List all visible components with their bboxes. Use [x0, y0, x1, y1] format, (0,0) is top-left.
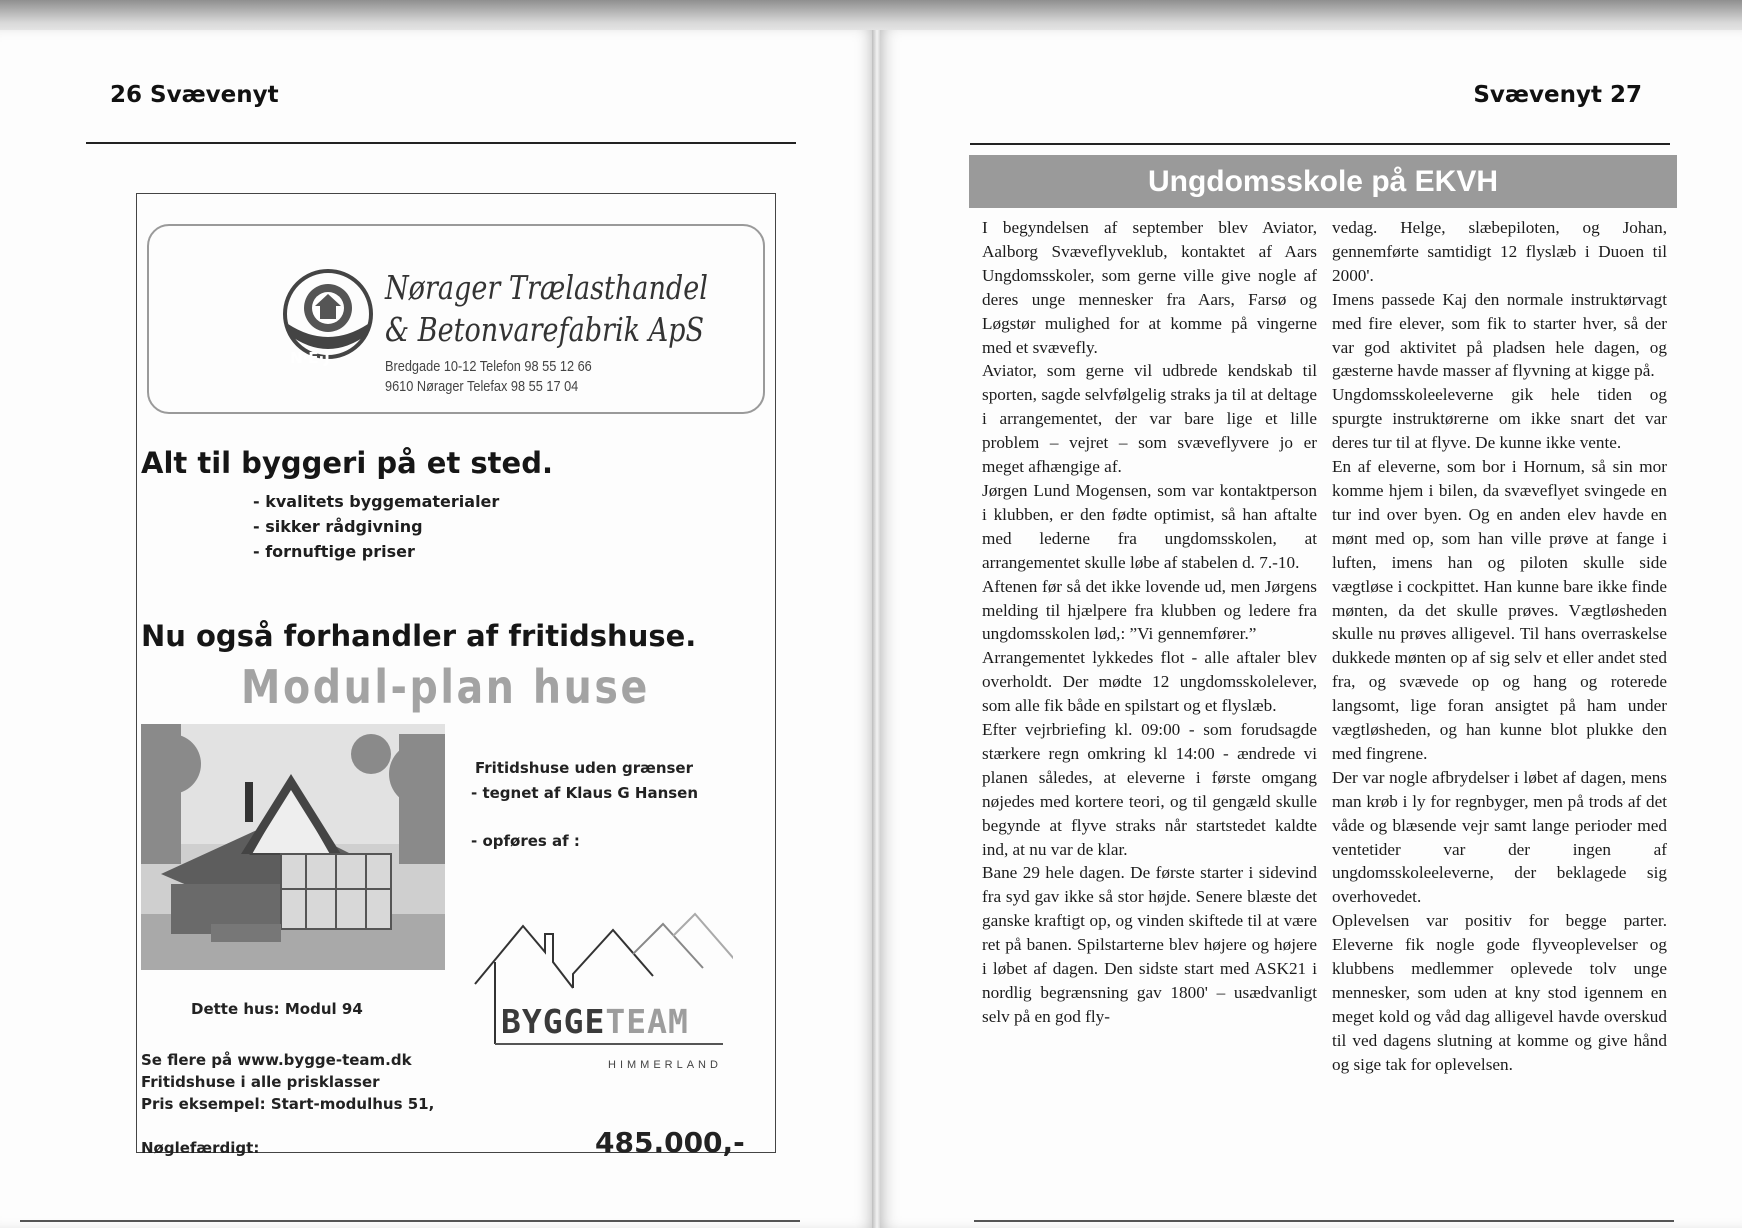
- key-ready-label: Nøglefærdigt:: [141, 1139, 260, 1157]
- bygge-team-name: [501, 1002, 689, 1041]
- ad-bullet-list: [253, 489, 499, 564]
- house-caption: Dette hus: Modul 94: [191, 1000, 363, 1018]
- left-header-rule: [86, 142, 796, 144]
- article-paragraph: Jørgen Lund Mogensen, som var kontaktperson i klubben, er den fødte optimist, så han aftalte med lederne fra ungdomsskolen, at arrangementet skulle løbe af stabelen d. 7.-10.: [982, 480, 1317, 572]
- advertisement: [136, 193, 776, 1159]
- article-paragraph: Efter vejrbriefing kl. 09:00 - som forudsagde stærkere regn omkring kl 14:00 - ændrede vi planen således, at eleverne i første omgang nøjedes med kortere teori, og til gengæld skulle begynde at flyve straks når startstedet kaldte ind, at nu var de klar.: [982, 720, 1317, 859]
- company-address-line2: 9610 Nørager Telefax 98 55 17 04: [385, 378, 579, 395]
- house-photo: [141, 724, 445, 970]
- right-footer-rule: [974, 1220, 1674, 1222]
- ad-builder-intro: - opføres af :: [471, 832, 580, 850]
- bygge-name-light: TEAM: [605, 1002, 689, 1041]
- ad-headline-fritidshuse: Nu også forhandler af fritidshuse.: [141, 619, 697, 653]
- company-name-line1: Nørager Trælasthandel: [385, 268, 708, 307]
- ad-footer-line: Pris eksempel: Start-modulhus 51,: [141, 1095, 435, 1113]
- ad-designer-text: - tegnet af Klaus G Hansen: [471, 784, 699, 802]
- ad-bullet: - kvalitets byggematerialer: [253, 492, 500, 511]
- company-address-line1: Bredgade 10-12 Telefon 98 55 12 66: [385, 358, 592, 375]
- ad-headline-main: Alt til byggeri på et sted.: [141, 446, 553, 480]
- article-paragraph: Ungdomsskoleeleverne gik hele tiden og spurgte instruktørerne om ikke snart det var deres tur til at flyve. De kunne ikke vente.: [1332, 385, 1667, 453]
- left-footer-rule: [20, 1220, 800, 1222]
- company-logo-box: [147, 224, 765, 414]
- ad-footer: [141, 1049, 434, 1115]
- article-paragraph: En af eleverne, som bor i Hornum, så sin mor komme hjem i bilen, da svæveflyet svingede en tur ind over byen. Og en anden elev havde en mønt med op, som han ville prøve at fange i luften, imens han og piloten skulle side vægtløse i cockpittet. Han kunne bare ikke finde mønten, da det skulle prøves. Vægtløsheden skulle nu prøves alligevel. Til hans overraskelse dukkede mønten op af sig selv et eller andet sted fra, og svævede op og hang og roterede langsomt, lige foran ansigtet på ham under vægtløsheden, og han kunne blot plukke den med fingrene.: [1332, 457, 1667, 763]
- bygge-team-region: HIMMERLAND: [608, 1059, 722, 1071]
- article-paragraph: Aviator, som gerne vil udbrede kendskab til sporten, sagde selvfølgelig straks ja til at deltage i arrangementet, der var bare lige et lille problem – vejret – som svæveflyvere jo er meget afhængige af.: [982, 361, 1317, 477]
- ad-footer-line: Se flere på www.bygge-team.dk: [141, 1051, 412, 1069]
- article-paragraph: I begyndelsen af september blev Aviator, Aalborg Svæveflyveklub, kontaktet af Aars Ungdomsskoler, som gerne ville give nogle af deres unge mennesker fra Aars, Farsø og Løgstør mulighed for at komme på vingerne med et svævefly.: [982, 218, 1317, 357]
- right-header-rule: [970, 143, 1670, 145]
- left-page-folio: 26 Svævenyt: [110, 82, 279, 108]
- article-title: Ungdomsskole på EKVH: [969, 155, 1677, 208]
- article-paragraph: Aftenen før så det ikke lovende ud, men Jørgens melding til hjælpere fra klubben og ledere fra ungdomsskolen lød,: ”Vi gennemfører.”: [982, 576, 1317, 644]
- article-paragraph: vedag. Helge, slæbepiloten, og Johan, gennemførte samtidigt 12 flyslæb i Duoen til 2000'.: [1332, 218, 1667, 285]
- right-page-folio: Svævenyt 27: [1473, 82, 1642, 108]
- left-page: [0, 30, 874, 1228]
- article-paragraph: Arrangementet lykkedes flot - alle aftaler blev overholdt. Der mødte 12 ungdomsskolelever, som alle fik både en spilstart og et flyslæb.: [982, 648, 1317, 716]
- ad-bullet: - sikker rådgivning: [253, 517, 423, 536]
- article-paragraph: Oplevelsen var positiv for begge parter. Eleverne fik nogle gode flyveoplevelser og klubbens medlemmer oplevede tolv unge mennesker, som uden at kny stod igennem en meget kold og våd dag alligevel havde overskud til ved dagens slutning at komme og give hånd og sige tak for oplevelsen.: [1332, 911, 1667, 1074]
- price-value: 485.000,-: [595, 1126, 745, 1159]
- article-paragraph: Bane 29 hele dagen. De første starter i sidevind fra syd gav ikke så stor højde. Senere blæste det ganske kraftigt op, og vinden skiftede til at være ret på banen. Spilstarterne blev højere og højere i løbet af dagen. Den sidste start med ASK21 i nordlig begrænsning gav 1800' – usædvanligt selv på en god fly-: [982, 863, 1317, 1026]
- ad-bullet: - fornuftige priser: [253, 542, 415, 561]
- emblem-letters: N·E·J: [290, 349, 330, 367]
- article-column-1: [982, 216, 1317, 1029]
- ad-footer-line: Fritidshuse i alle prisklasser: [141, 1073, 380, 1091]
- ad-fritidshuse-text: Fritidshuse uden grænser: [475, 759, 694, 777]
- company-name-line2: & Betonvarefabrik ApS: [385, 310, 705, 349]
- article-paragraph: Imens passede Kaj den normale instruktørvagt med fire elever, som fik to starter hver, så der var god aktivitet på pladsen hele dagen, og gæsterne havde masser af flyvning at kigge på.: [1332, 289, 1667, 381]
- company-emblem-icon: [282, 268, 374, 360]
- article-paragraph: Der var nogle afbrydelser i løbet af dagen, mens man krøb i ly for regnbyger, men på trods af det våde og blæsende vejr samt lange perioder med ventetider var der ingen af ungdomsskoleeleverne, der beklagede sig overhovedet.: [1332, 767, 1667, 907]
- bygge-name-dark: BYGGE: [501, 1002, 606, 1041]
- article-column-2: [1332, 216, 1667, 1077]
- modul-plan-heading: Modul-plan huse: [241, 660, 650, 714]
- bygge-team-roof-icon: [473, 906, 733, 1084]
